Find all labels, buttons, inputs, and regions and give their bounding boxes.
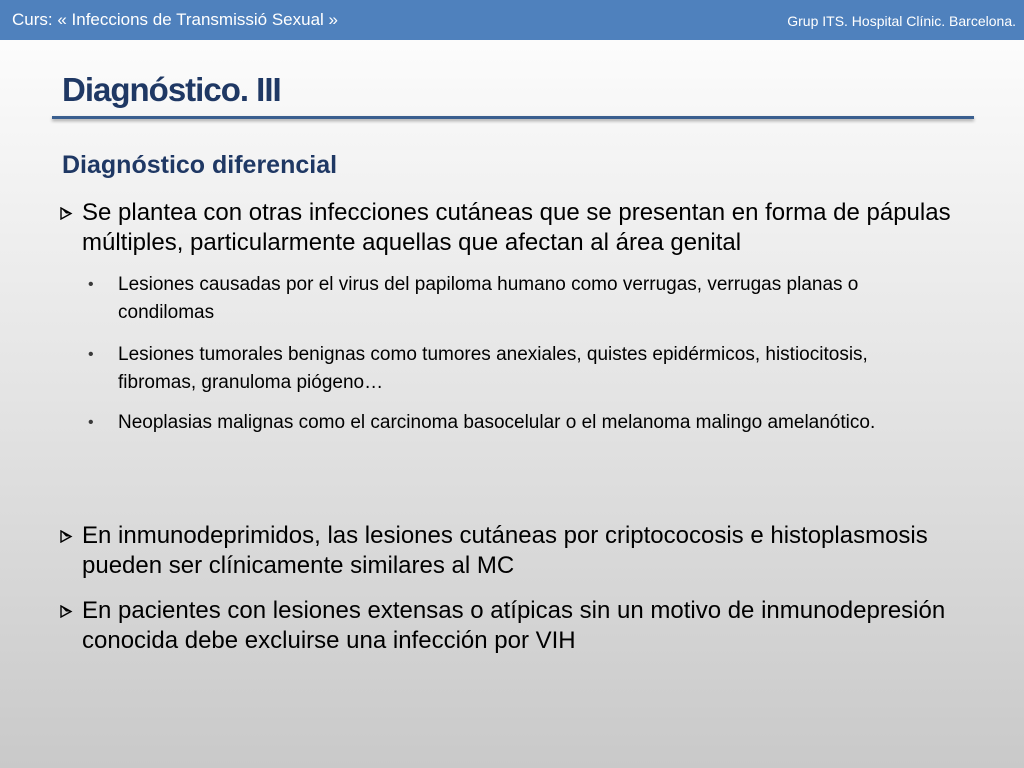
bullet-item — [82, 198, 962, 258]
bullet-item — [82, 596, 962, 656]
arrow-bullet-icon — [60, 596, 76, 618]
dot-bullet-icon: • — [88, 414, 94, 431]
sub-bullet-text: Lesiones causadas por el virus del papiloma humano como verrugas, verrugas planas o condilomas — [118, 274, 859, 323]
sub-bullet-item — [88, 341, 938, 397]
dot-bullet-icon: • — [88, 346, 94, 363]
title-divider — [52, 116, 974, 119]
sub-bullet-text: Neoplasias malignas como el carcinoma basocelular o el melanoma malingo amelanótico. — [118, 412, 876, 433]
sub-bullet-item — [88, 271, 938, 327]
bullet-item — [82, 521, 962, 581]
course-title: Curs: « Infeccions de Transmissió Sexual » — [12, 10, 338, 29]
bullet-text: En inmunodeprimidos, las lesiones cutáneas por criptococosis e histoplasmosis pueden ser clínicamente similares al MC — [82, 522, 928, 579]
organization-label: Grup ITS. Hospital Clínic. Barcelona. — [787, 13, 1016, 29]
slide-subtitle: Diagnóstico diferencial — [62, 151, 338, 179]
arrow-bullet-icon — [60, 521, 76, 543]
header-bar — [0, 0, 1024, 40]
slide-title: Diagnóstico. III — [62, 71, 281, 108]
dot-bullet-icon: • — [88, 276, 94, 293]
sub-bullet-item — [88, 409, 938, 437]
bullet-text: En pacientes con lesiones extensas o atípicas sin un motivo de inmunodepresión conocida debe excluirse una infección por VIH — [82, 597, 946, 654]
bullet-text: Se plantea con otras infecciones cutáneas que se presentan en forma de pápulas múltiples, particularmente aquellas que afectan al área genital — [82, 199, 951, 256]
sub-bullet-text: Lesiones tumorales benignas como tumores anexiales, quistes epidérmicos, histiocitosis, fibromas, granuloma piógeno… — [118, 344, 868, 393]
arrow-bullet-icon — [60, 198, 76, 220]
